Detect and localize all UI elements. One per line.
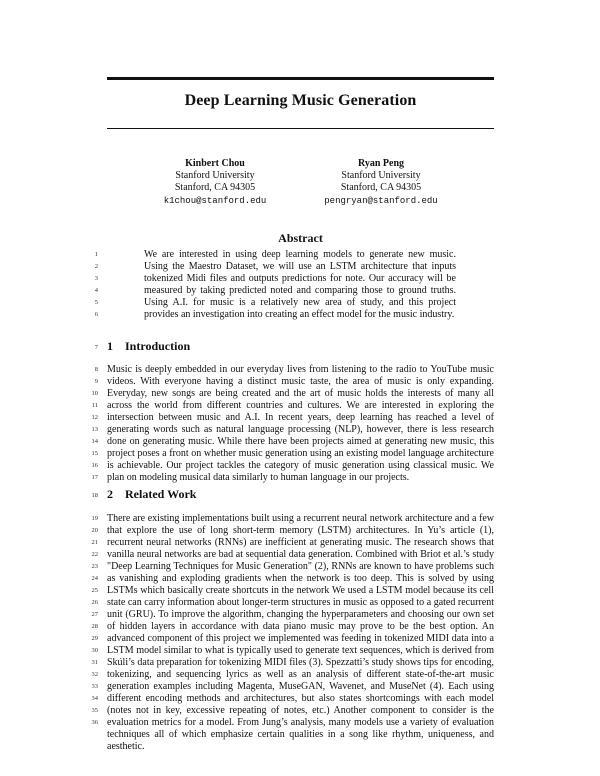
related-work-text: There are existing implementations built using a recurrent neural network architecture and a few that explore the use of long short-term memory (LSTM) architectures. In Yu’s article (1), recurrent neural networks (RNNs) are inefficient at generating music. The research shows that vanilla neural networks are bad at sequential data generation. Combined with Briot et al.’s study "Deep Learning Techniques for Music Generation" (2), RNNs are known to have problems such as vanishing and exploding gradients when the network is too deep. This is solved by using LSTMs which basically create shortcuts in the network We used a LSTM model because its cell state can carry information about longer-term structures in music as opposed to a gated recurrent unit (GRU). To improve the algorithm, changing the hyperparameters and choosing our own set of hidden layers in accordance with data piano music may prove to be the best option. An advanced component of this project we implemented was feeding in tokenized MIDI data into a LSTM model similar to what is typically used to generate text sequences, which is derived from Skúli’s data preparation for tokenizing MIDI files (3). Spezzatti’s study shows tips for encoding, tokenizing, and sequencing lyrics as well as an analysis of different state-of-the-art music generation examples including Magenta, MuseGAN, Wavenet, and MuseNet (4). Each using different encoding methods and architectures, but also states shortcomings with each model (notes not in key, excessive repeating of notes, etc.) Another component to consider is the evaluation metrics for a model. From Jung’s analysis, many models use a variety of evaluation techniques all of which emphasize certain qualities in a song like rhythm, uniqueness, and aesthetic. <box>107 513 494 752</box>
line-number: 36 <box>91 719 98 726</box>
related-work-line-numbers <box>76 513 98 729</box>
line-number: 9 <box>94 378 98 385</box>
line-number: 27 <box>91 611 98 618</box>
author-name: Kinbert Chou <box>185 158 245 169</box>
author-email: k1chou@stanford.edu <box>163 195 267 206</box>
section-heading-line-number <box>76 342 98 354</box>
line-number: 18 <box>91 492 98 499</box>
line-number: 25 <box>91 587 98 594</box>
line-number: 10 <box>91 390 98 397</box>
section-heading-introduction <box>107 339 190 354</box>
line-number: 8 <box>94 366 98 373</box>
author-block-2 <box>281 158 481 207</box>
line-number: 31 <box>91 659 98 666</box>
introduction-line-numbers <box>76 364 98 484</box>
line-number: 32 <box>91 671 98 678</box>
line-number: 22 <box>91 551 98 558</box>
line-number: 4 <box>94 287 98 294</box>
line-number: 29 <box>91 635 98 642</box>
author-email: pengryan@stanford.edu <box>324 195 438 206</box>
author-address: Stanford, CA 94305 <box>174 182 256 194</box>
line-number: 12 <box>91 414 98 421</box>
section-number: 1 <box>107 339 113 353</box>
title-top-rule <box>107 77 494 80</box>
line-number: 35 <box>91 707 98 714</box>
line-number: 20 <box>91 527 98 534</box>
abstract-line-numbers <box>76 249 98 321</box>
section-title: Introduction <box>125 339 191 353</box>
line-number: 7 <box>94 344 98 351</box>
line-number: 17 <box>91 474 98 481</box>
section-number: 2 <box>107 487 113 501</box>
paper-title: Deep Learning Music Generation <box>184 92 417 109</box>
line-number: 34 <box>91 695 98 702</box>
line-number: 16 <box>91 462 98 469</box>
abstract-heading: Abstract <box>278 231 323 245</box>
author-affiliation: Stanford University <box>175 170 255 182</box>
abstract-text: We are interested in using deep learning models to generate new music. Using the Maestro Dataset, we will use an LSTM architecture that inputs tokenized Midi files and outputs predictions for note. Our accuracy will be measured by taking predicted noted and comparing those to ground truths. Using A.I. for music is a relatively new area of study, and this project provides an investigation into creating an effect model for the music industry. <box>144 249 456 320</box>
line-number: 13 <box>91 426 98 433</box>
line-number: 3 <box>94 275 98 282</box>
line-number: 11 <box>91 402 98 409</box>
section-title: Related Work <box>125 487 197 501</box>
line-number: 23 <box>91 563 98 570</box>
line-number: 1 <box>94 251 98 258</box>
title-bottom-rule <box>107 128 494 129</box>
line-number: 28 <box>91 623 98 630</box>
line-number: 6 <box>94 311 98 318</box>
line-number: 33 <box>91 683 98 690</box>
line-number: 2 <box>94 263 98 270</box>
line-number: 30 <box>91 647 98 654</box>
author-affiliation: Stanford University <box>341 170 421 182</box>
line-number: 14 <box>91 438 98 445</box>
line-number: 15 <box>91 450 98 457</box>
line-number: 24 <box>91 575 98 582</box>
introduction-text: Music is deeply embedded in our everyday lives from listening to the radio to YouTube music videos. With everyone having a distinct music taste, the area of music is only expanding. Everyday, new songs are being created and the art of music holds the interests of many all across the world from different countries and cultures. We are interested in exploring the intersection between music and A.I. In recent years, deep learning has reached a level of generating words such as natural language processing (NLP), however, there is less research done on generating music. While there have been projects aimed at generating new music, this project poses a front on whether music generation using an existing model language architecture is achievable. Our project tackles the category of music generation using classical music. We plan on modeling musical data similarly to human language in our projects. <box>107 364 494 483</box>
section-heading-line-number <box>76 490 98 502</box>
line-number: 19 <box>91 515 98 522</box>
line-number: 5 <box>94 299 98 306</box>
section-heading-related-work <box>107 487 196 502</box>
line-number: 26 <box>91 599 98 606</box>
author-name: Ryan Peng <box>357 158 405 169</box>
line-number: 21 <box>91 539 98 546</box>
author-address: Stanford, CA 94305 <box>340 182 422 194</box>
